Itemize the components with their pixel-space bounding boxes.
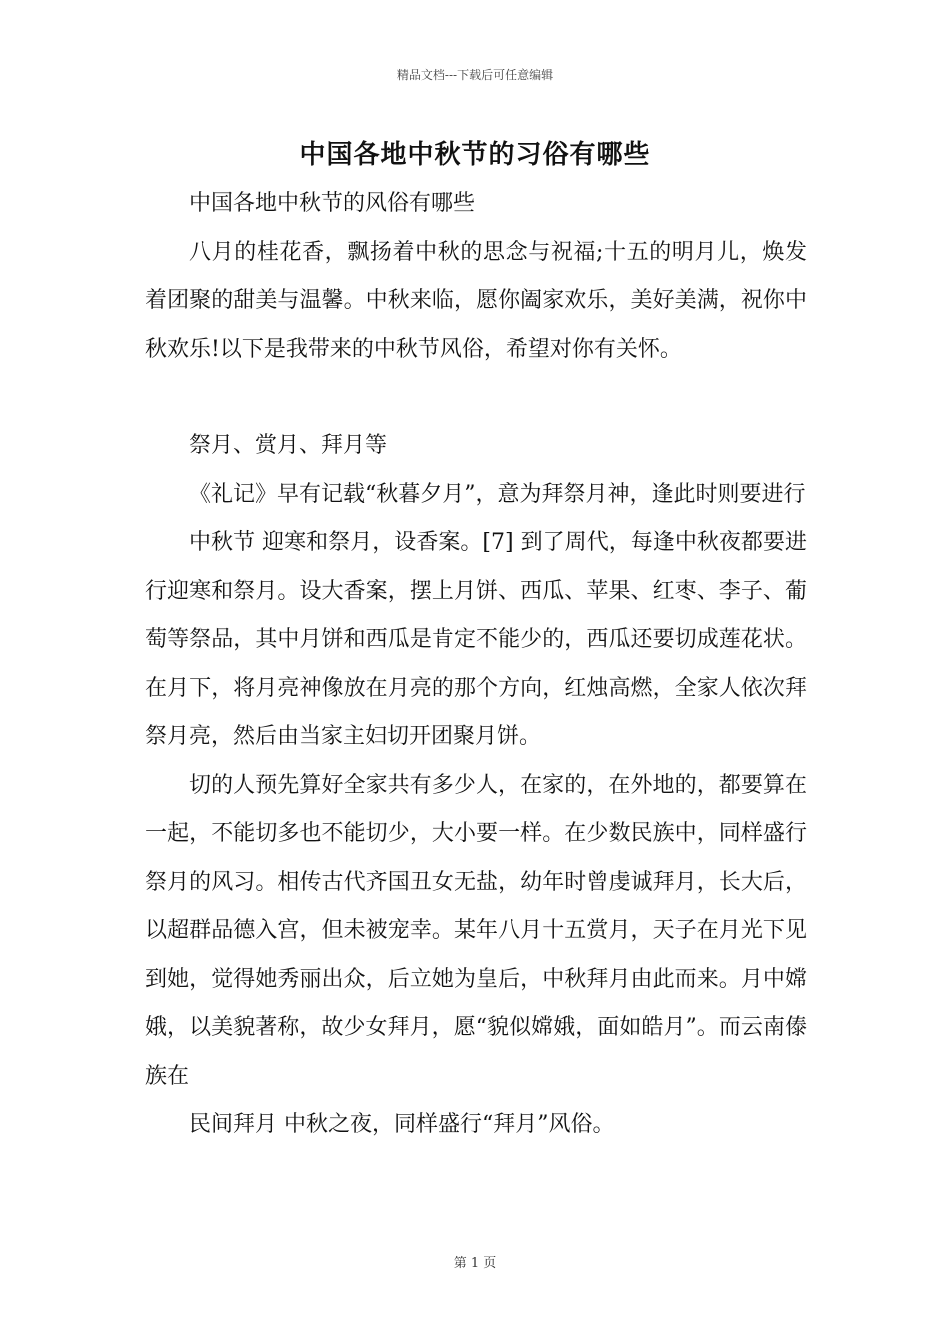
document-title: 中国各地中秋节的习俗有哪些 [299,140,651,170]
intro-paragraph: 八月的桂花香，飘扬着中秋的思念与祝福;十五的明月儿，焕发着团聚的甜美与温馨。中秋来临，愿你阖家欢乐，美好美满，祝你中秋欢乐!以下是我带来的中秋节风俗，希望对你有关怀。 [145,239,807,362]
body-paragraph: 《礼记》早有记载“秋暮夕月”，意为拜祭月神，逢此时则要进行 [189,481,806,507]
document-body [145,180,807,1150]
body-paragraph: 中秋节 迎寒和祭月，设香案。[7] 到了周代，每逢中秋夜都要进行迎寒和祭月。设大香案，摆上月饼、西瓜、苹果、红枣、李子、葡萄等祭品，其中月饼和西瓜是肯定不能少的，西瓜还要切成莲花状。在月下，将月亮神像放在月亮的那个方向，红烛高燃，全家人依次拜祭月亮，然后由当家主妇切开团聚月饼。 [145,530,807,749]
page-header: 精品文档---下载后可任意编辑 [396,68,554,82]
subtitle-paragraph: 中国各地中秋节的风俗有哪些 [189,191,476,216]
section-heading: 祭月、赏月、拜月等 [189,433,388,458]
paragraph-gap [145,374,807,422]
body-paragraph: 切的人预先算好全家共有多少人，在家的，在外地的，都要算在一起，不能切多也不能切少，大小要一样。在少数民族中，同样盛行祭月的风习。相传古代齐国丑女无盐，幼年时曾虔诚拜月，长大后，以超群品德入宫，但未被宠幸。某年八月十五赏月，天子在月光下见到她，觉得她秀丽出众，后立她为皇后，中秋拜月由此而来。月中嫦娥，以美貌著称，故少女拜月，愿“貌似嫦娥，面如皓月”。而云南傣族在 [145,772,807,1089]
body-paragraph: 民间拜月 中秋之夜，同样盛行“拜月”风俗。 [189,1112,615,1137]
page-number: 第 1 页 [453,1256,497,1271]
